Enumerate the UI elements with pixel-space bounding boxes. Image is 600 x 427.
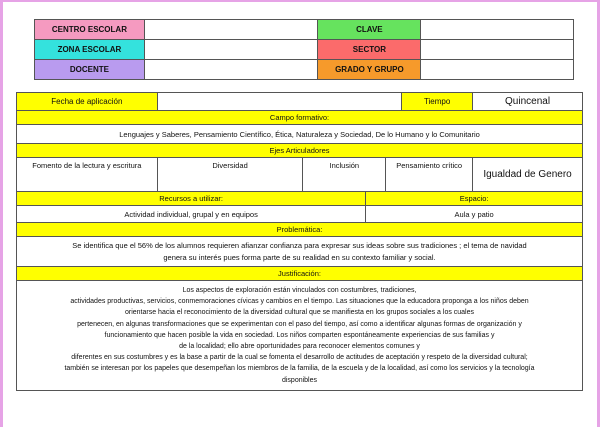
eje-item: Inclusión	[303, 158, 386, 192]
school-header-table	[34, 19, 574, 80]
campo-formativo-heading: Campo formativo:	[17, 111, 583, 125]
problematica-line: genera su interés pues forma parte de su realidad en su contexto familiar y social.	[163, 252, 436, 262]
problematica-heading: Problemática:	[17, 223, 583, 237]
justificacion-line: pertenecen, en algunas transformaciones que se experimentan con el paso del tiempo, así como a identificar algunas formas de organización y	[77, 320, 522, 328]
justificacion-line: también se interesan por los papeles que desempeñan los miembros de la familia, de la escuela y de la localidad, así como los servicios y la tecnología	[64, 365, 535, 373]
justificacion-line: de la localidad; ello abre oportunidades para reconocer elementos comunes y	[179, 343, 420, 351]
justificacion-line: disponibles	[281, 376, 318, 384]
justificacion-line: funcionamiento que hacen posible la vida en sociedad. Los niños comparten espontáneamente experiencias de sus familias y	[104, 331, 495, 339]
tiempo-label: Tiempo	[402, 93, 473, 111]
campo-formativo-value: Lenguajes y Saberes, Pensamiento Científico, Ética, Naturaleza y Sociedad, De lo Humano y lo Comunitario	[17, 125, 583, 144]
espacio-heading: Espacio:	[366, 192, 583, 206]
zona-escolar-field[interactable]	[144, 40, 318, 60]
page-frame-left	[0, 0, 3, 427]
problematica-line: Se identifica que el 56% de los alumnos requieren afianzar confianza para expresar sus ideas sobre sus tradiciones ; el tema de navidad	[72, 240, 527, 250]
justificacion-line: orientarse hacia el reconocimiento de la diversidad cultural que se manifiesta en los grupos sociales a los cuales	[124, 309, 475, 317]
espacio-value: Aula y patio	[366, 206, 583, 223]
sector-field[interactable]	[421, 40, 574, 60]
docente-field[interactable]	[144, 60, 318, 80]
eje-item: Igualdad de Genero	[473, 158, 583, 192]
grado-grupo-label: GRADO Y GRUPO	[318, 60, 421, 80]
clave-label: CLAVE	[318, 20, 421, 40]
recursos-heading: Recursos a utilizar:	[17, 192, 366, 206]
grado-grupo-field[interactable]	[421, 60, 574, 80]
docente-label: DOCENTE	[35, 60, 145, 80]
justificacion-line: diferentes en sus costumbres y es la base a partir de la cual se fomenta el desarrollo de actitudes de aceptación y respeto de la diversidad cultural;	[71, 354, 528, 362]
justificacion-text	[17, 281, 583, 391]
problematica-text	[17, 237, 583, 267]
eje-item: Fomento de la lectura y escritura	[17, 158, 158, 192]
justificacion-heading: Justificación:	[17, 267, 583, 281]
justificacion-line: actividades productivas, servicios, conmemoraciones cívicas y cambios en el tiempo. Las situaciones que la educadora proponga a los niños deben	[70, 298, 529, 306]
eje-item: Diversidad	[157, 158, 303, 192]
ejes-articuladores-heading: Ejes Articuladores	[17, 144, 583, 158]
centro-escolar-field[interactable]	[144, 20, 318, 40]
eje-item: Pensamiento crítico	[386, 158, 473, 192]
fecha-aplicacion-label: Fecha de aplicación	[17, 93, 158, 111]
page-frame-top	[0, 0, 600, 2]
sector-label: SECTOR	[318, 40, 421, 60]
zona-escolar-label: ZONA ESCOLAR	[35, 40, 145, 60]
fecha-aplicacion-field[interactable]	[157, 93, 401, 111]
justificacion-line: Los aspectos de exploración están vinculados con costumbres, tradiciones,	[182, 287, 417, 294]
centro-escolar-label: CENTRO ESCOLAR	[35, 20, 145, 40]
planning-table	[16, 92, 583, 391]
tiempo-value: Quincenal	[473, 93, 583, 111]
recursos-value: Actividad individual, grupal y en equipos	[17, 206, 366, 223]
clave-field[interactable]	[421, 20, 574, 40]
